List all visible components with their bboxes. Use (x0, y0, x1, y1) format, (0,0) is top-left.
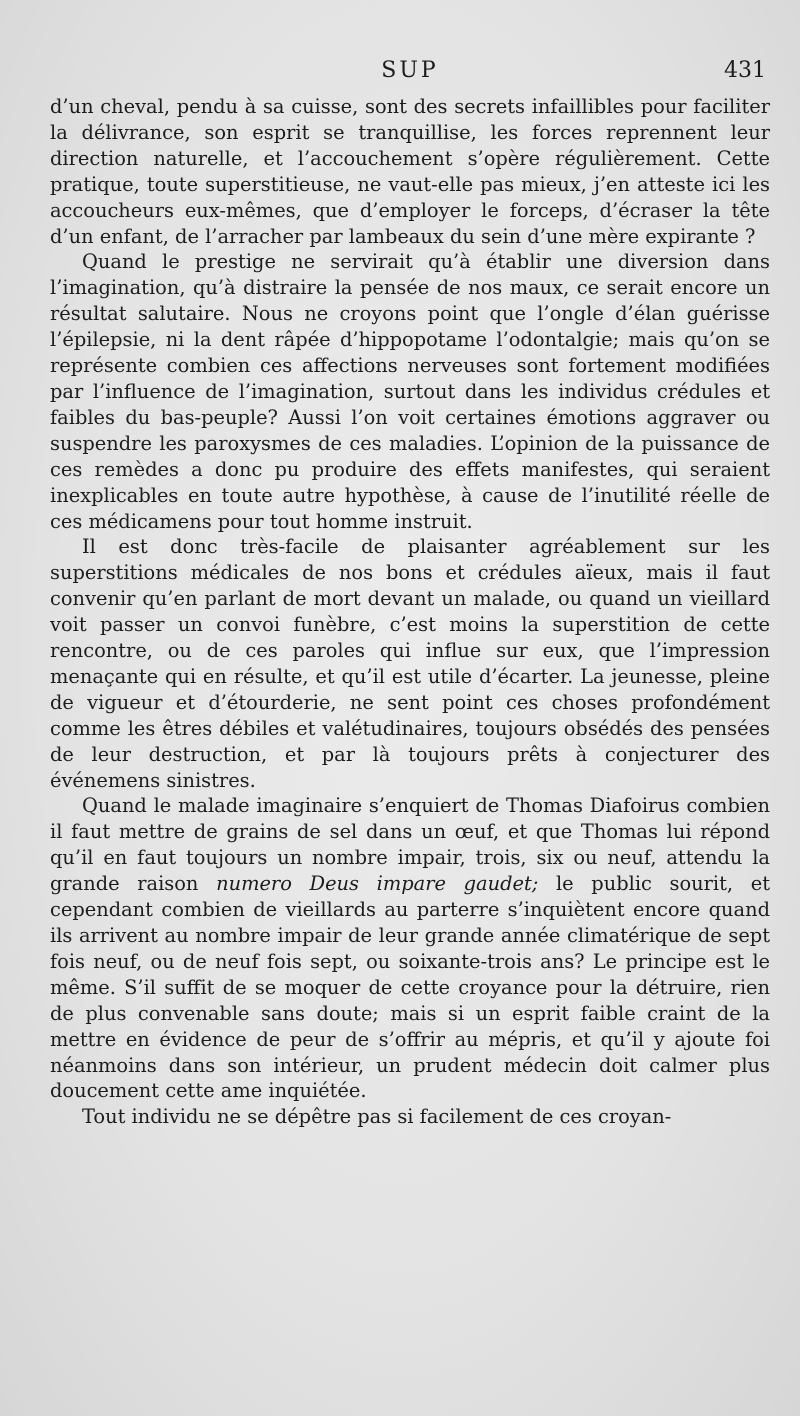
latin-quotation: numero Deus impare gaudet; (216, 872, 539, 896)
paragraph-continued: d’un cheval, pendu à sa cuisse, sont des secrets infaillibles pour faciliter la délivrance, son esprit se tranquillise, les forces reprennent leur direction naturelle, et l’accouchement s’opère régulièrement. Cette pratique, toute superstitieuse, ne vaut-elle pas mieux, j’en atteste ici les accoucheurs eux-mêmes, que d’employer le forceps, d’écraser la tête d’un enfant, de l’arracher par lambeaux du sein d’une mère expirante ? (50, 95, 770, 248)
paragraph-malade-imaginaire (50, 793, 770, 1104)
paragraph-superstitions: Il est donc très-facile de plaisanter agréablement sur les superstitions médicales de nos bons et crédules aïeux, mais il faut convenir qu’en parlant de mort devant un malade, ou quand un vieillard voit passer un convoi funèbre, c’est moins la superstition de cette rencontre, ou de ces paroles qui influe sur eux, que l’impression menaçante qui en résulte, et qu’il est utile d’écarter. La jeunesse, pleine de vigueur et d’étourderie, ne sent point ces choses profondément comme les êtres débiles et valétudinaires, toujours obsédés des pensées de leur destruction, et par là toujours prêts à conjecturer des événemens sinistres. (50, 535, 770, 792)
paragraph-prestige: Quand le prestige ne servirait qu’à établir une diversion dans l’imagination, qu’à distraire la pensée de nos maux, ce serait encore un résultat salutaire. Nous ne croyons point que l’ongle d’élan guérisse l’épilepsie, ni la dent râpée d’hippopotame l’odontalgie; mais qu’on se représente combien ces affections nerveuses sont fortement modifiées par l’influence de l’imagination, surtout dans les individus crédules et faibles du bas-peuple? Aussi l’on voit certaines émotions aggraver ou suspendre les paroxysmes de ces maladies. L’opinion de la puissance de ces remèdes a donc pu produire des effets manifestes, qui seraient inexplicables en toute autre hypothèse, à cause de l’inutilité réelle de ces médicamens pour tout homme instruit. (50, 250, 770, 533)
page-number: 431 (724, 58, 766, 83)
paragraph-text-before: Quand le malade imaginaire s’enquiert de Thomas Diafoirus combien il faut mettre de grains de sel dans un œuf, et que Thomas lui répond qu’il en faut toujours un nombre impair, trois, six ou neuf, attendu la grande raison (50, 794, 770, 896)
paragraph-text-after: le public sourit, et cependant combien de vieillards au parterre s’inquiètent encore quand ils arrivent au nombre impair de leur grande année climatérique de sept fois neuf, ou de neuf fois sept, ou soixante-trois ans? Le principe est le même. S’il suffit de se moquer de cette croyance pour la détruire, rien de plus convenable sans doute; mais si un esprit faible craint de la mettre en évidence de peur de s’offrir au mépris, et qu’il y ajoute foi néanmoins dans son intérieur, un prudent médecin doit calmer plus doucement cette ame inquiétée. (50, 872, 771, 1103)
paragraph-final-line: Tout individu ne se dépêtre pas si facilement de ces croyan- (82, 1105, 672, 1129)
body-text (50, 94, 770, 1130)
running-head (50, 58, 770, 94)
running-head-word: SUP (381, 58, 439, 83)
